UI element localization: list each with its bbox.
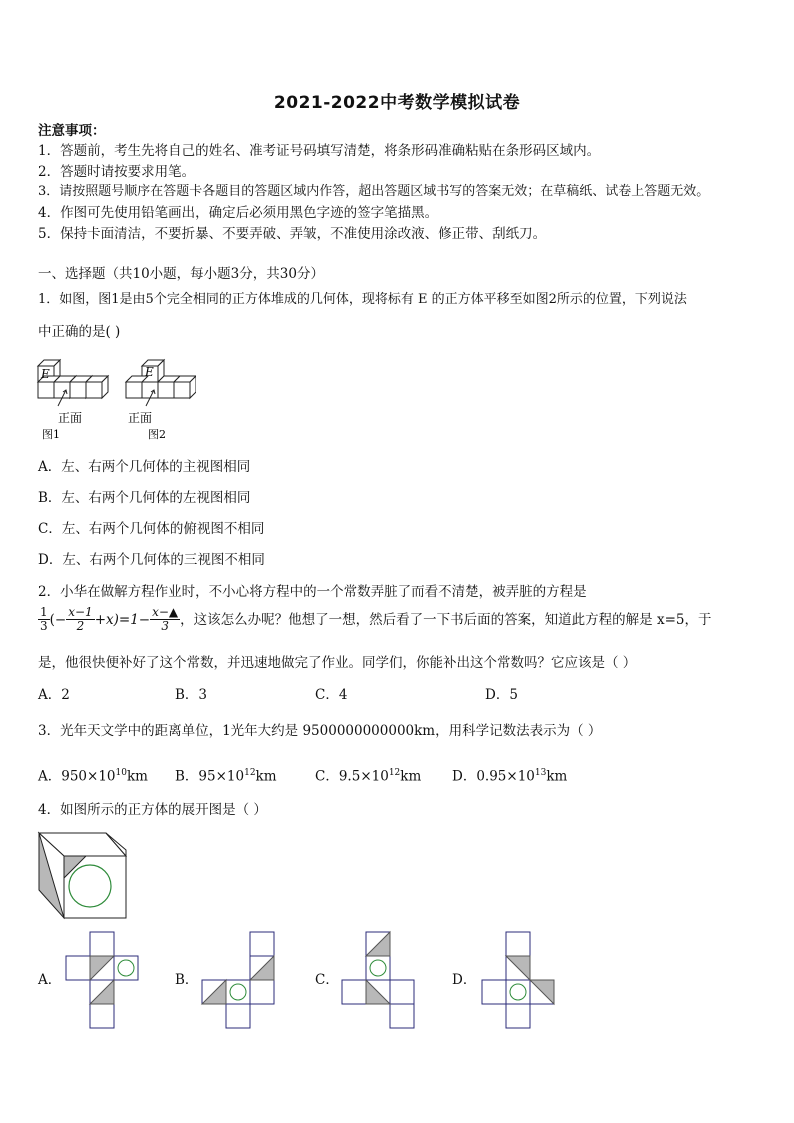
q1-option-d[interactable]: D．左、右两个几何体的三视图不相同 [38,552,265,568]
q1-stem-line2: 中正确的是( ) [38,324,121,340]
q2-option-c[interactable]: C．4 [315,687,348,703]
q2-option-a[interactable]: A．2 [38,687,70,703]
q3-option-b[interactable]: B．$95\times 10^{12}km$ [175,768,277,785]
q2-option-d[interactable]: D．5 [485,687,518,703]
notice-item-4: 4．作图可先使用铅笔画出，确定后必须用黑色字迹的签字笔描黑。 [38,205,439,221]
eq-middle: +x)=1− [94,611,151,628]
q4-cube-figure [36,830,130,922]
notice-item-3: 3．请按照题号顺序在答题卡各题目的答题区域内作答，超出答题区域书写的答案无效；在草稿纸、试卷上答题无效。 [38,184,710,199]
fig2-label-e: E [145,365,154,379]
q3-stem: 3．光年天文学中的距离单位，1光年大约是 9500000000000km，用科学记数法表示为（ ） [38,723,602,739]
notice-item-1: 1．答题前，考生先将自己的姓名、准考证号码填写清楚，将条形码准确粘贴在条形码区域内。 [38,143,601,159]
q3-option-c[interactable]: C．$9.5\times 10^{12}km$ [315,768,422,785]
eq-fraction-3: $\frac{x-▲}{3}$ [152,605,179,633]
q4-option-b[interactable]: B． [175,972,199,988]
q3-option-d[interactable]: D．$0.95\times 10^{13}km$ [452,768,568,785]
q4-option-c[interactable]: C． [315,972,339,988]
fig2-cubes [126,360,196,398]
q1-stem-line1: 1．如图，图1是由5个完全相同的正方体堆成的几何体，现将标有 E 的正方体平移至如图2所示的位置，下列说法 [38,292,687,307]
q1-option-a[interactable]: A．左、右两个几何体的主视图相同 [38,459,251,475]
q4-option-d[interactable]: D． [452,972,477,988]
q4-net-b[interactable] [200,930,280,1030]
notice-item-2: 2．答题时请按要求用笔。 [38,164,196,180]
q3-option-a[interactable]: A．$950\times 10^{10}km$ [38,768,148,785]
q2-option-b[interactable]: B．3 [175,687,208,703]
eq-comma: ， [180,611,194,628]
q2-equation-line [38,606,711,633]
q4-net-d[interactable] [480,930,560,1030]
exam-title: 2021-2022中考数学模拟试卷 [273,93,521,113]
section-heading: 一、选择题（共10小题，每小题3分，共30分） [38,266,324,282]
fig1-caption: 图1 [42,428,60,441]
fig1-label-e: E [41,367,50,381]
q4-net-a[interactable] [64,930,144,1030]
fig2-front-label: 正面 [128,411,153,425]
q2-stem-line3: 是，他很快便补好了这个常数，并迅速地做完了作业。同学们，你能补出这个常数吗？它应该是（ ） [38,655,637,671]
fig1-front-label: 正面 [58,411,83,425]
notice-heading: 注意事项： [38,123,106,139]
q1-figure [36,354,196,442]
q4-option-a[interactable]: A． [38,972,62,988]
eq-fraction-1: $\frac{1}{3}$ [40,605,48,633]
fig2-caption: 图2 [148,428,166,441]
q2-stem-line1: 2．小华在做解方程作业时，不小心将方程中的一个常数弄脏了而看不清楚，被弄脏的方程是 [38,584,587,600]
eq-fraction-2: $\frac{x-1}{2}$ [68,605,93,633]
notice-item-5: 5．保持卡面清洁，不要折暴、不要弄破、弄皱，不准使用涂改液、修正带、刮纸刀。 [38,226,547,242]
q4-stem: 4．如图所示的正方体的展开图是（ ） [38,802,267,818]
q1-option-c[interactable]: C．左、右两个几何体的俯视图不相同 [38,521,265,537]
q4-net-c[interactable] [340,930,420,1030]
eq-open: (− [49,611,67,628]
q1-option-b[interactable]: B．左、右两个几何体的左视图相同 [38,490,251,506]
q2-stem-line2: 这该怎么办呢？他想了一想，然后看了一下书后面的答案，知道此方程的解是 x=5，于 [193,611,712,628]
